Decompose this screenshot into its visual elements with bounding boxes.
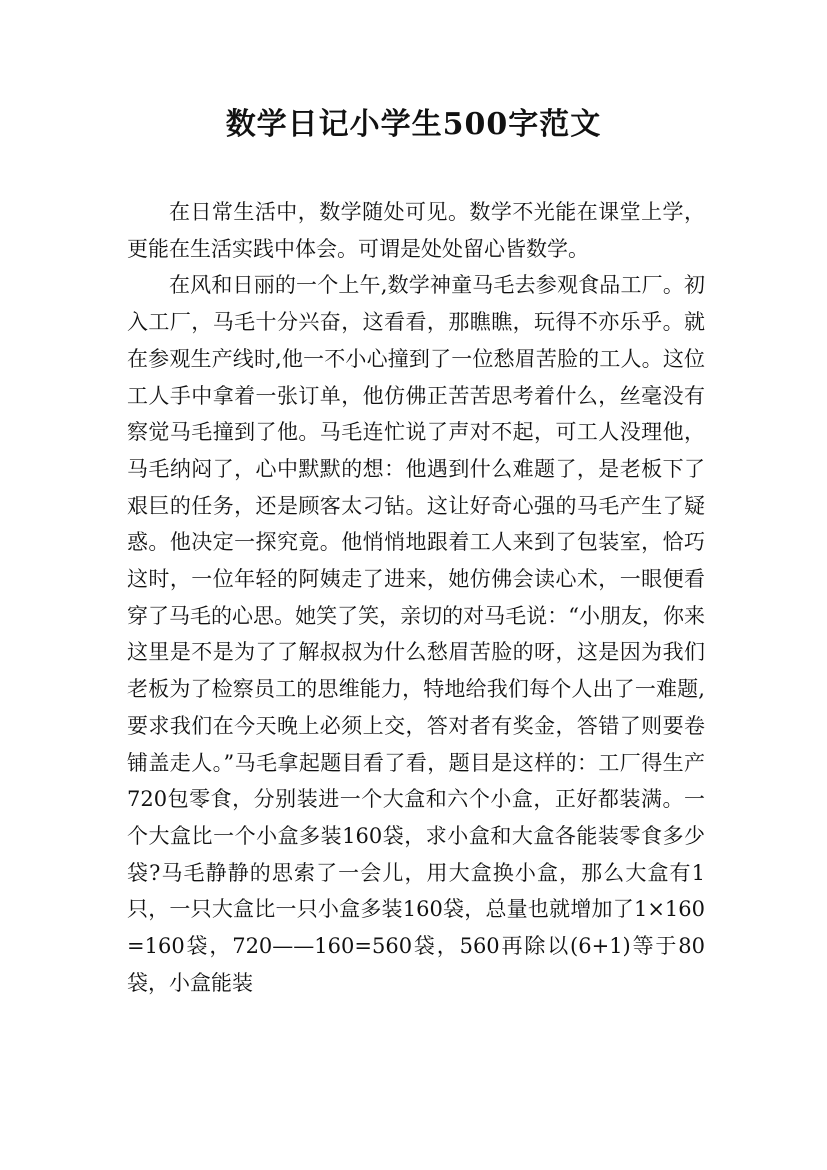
document-body — [127, 194, 705, 1001]
paragraph-story: 在风和日丽的一个上午,数学神童马毛去参观食品工厂。初入工厂，马毛十分兴奋，这看看，那瞧瞧，玩得不亦乐乎。就在参观生产线时,他一不小心撞到了一位愁眉苦脸的工人。这位工人手中拿着一张订单，他仿佛正苦苦思考着什么，丝毫没有察觉马毛撞到了他。马毛连忙说了声对不起，可工人没理他，马毛纳闷了，心中默默的想：他遇到什么难题了，是老板下了艰巨的任务，还是顾客太刁钻。这让好奇心强的马毛产生了疑惑。他决定一探究竟。他悄悄地跟着工人来到了包装室，恰巧这时，一位年轻的阿姨走了进来，她仿佛会读心术，一眼便看穿了马毛的心思。她笑了笑，亲切的对马毛说：“小朋友，你来这里是不是为了了解叔叔为什么愁眉苦脸的呀，这是因为我们老板为了检察员工的思维能力，特地给我们每个人出了一难题,要求我们在今天晚上必须上交，答对者有奖金，答错了则要卷铺盖走人。”马毛拿起题目看了看，题目是这样的：工厂得生产720包零食，分别装进一个大盒和六个小盒，正好都装满。一个大盒比一个小盒多装160袋，求小盒和大盒各能装零食多少袋?马毛静静的思索了一会儿，用大盒换小盒，那么大盒有1只，一只大盒比一只小盒多装160袋，总量也就增加了1×160=160袋，720——160=560袋，560再除以(6+1)等于80袋，小盒能装 — [127, 273, 705, 995]
document-title: 数学日记小学生500字范文 — [225, 107, 602, 142]
paragraph-intro: 在日常生活中，数学随处可见。数学不光能在课堂上学，更能在生活实践中体会。可谓是处处留心皆数学。 — [127, 200, 705, 261]
